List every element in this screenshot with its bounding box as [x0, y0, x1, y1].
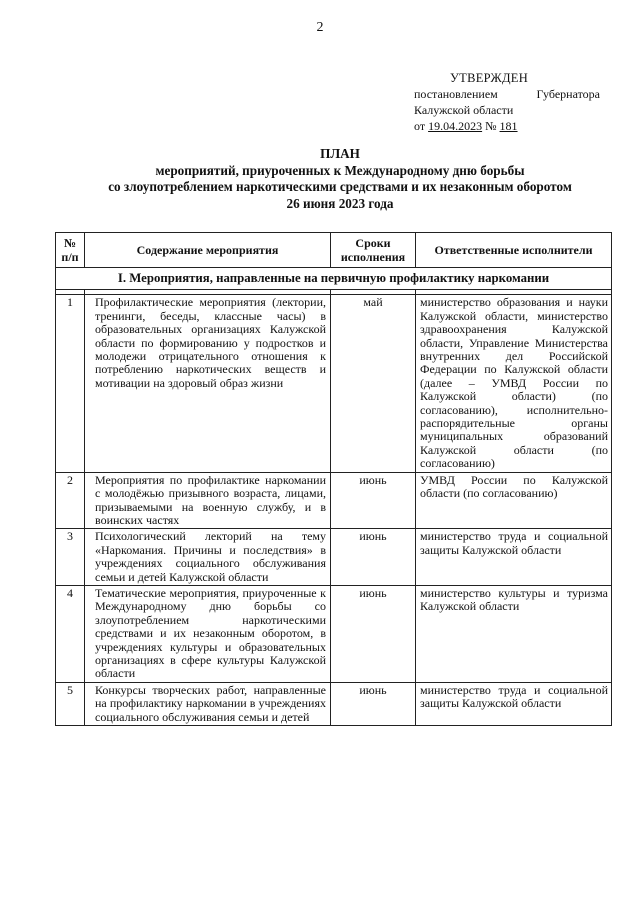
row-term: июнь: [331, 682, 416, 725]
row-num: 5: [56, 682, 85, 725]
approval-region: Калужской области: [414, 103, 514, 117]
approval-number: 181: [499, 119, 518, 133]
header-term: Сроки исполнения: [331, 233, 416, 268]
table-row: [56, 585, 612, 682]
row-responsible: министерство культуры и туризма Калужской области: [416, 585, 612, 682]
row-responsible: министерство труда и социальной защиты Калужской области: [416, 682, 612, 725]
table-row: [56, 472, 612, 529]
row-term: июнь: [331, 472, 416, 529]
row-term: май: [331, 295, 416, 472]
row-num: 2: [56, 472, 85, 529]
approval-date: 19.04.2023: [428, 119, 483, 133]
section-row: [56, 268, 612, 290]
row-content: Конкурсы творческих работ, направленные на профилактику наркомании в учреждениях социального обслуживания семьи и детей: [85, 682, 331, 725]
row-content: Тематические мероприятия, приуроченные к Международному дню борьбы со злоупотреблением наркотическими средствами и их незаконным оборотом, в учреждениях культуры и образовательных организациях в сфере культуры Калужской области: [85, 585, 331, 682]
row-content: Профилактические мероприятия (лектории, тренинги, беседы, классные часы) в образовательных организациях Калужской области по формированию у подростков и молодежи отрицательного отношения к потреблению наркотических веществ и мотивации на здоровый образ жизни: [85, 295, 331, 472]
row-responsible: министерство труда и социальной защиты Калужской области: [416, 529, 612, 586]
events-table: [55, 232, 612, 726]
plan-line-2: со злоупотреблением наркотическими средствами и их незаконным оборотом: [108, 179, 572, 194]
row-num: 4: [56, 585, 85, 682]
approval-by-who: Губернатора: [536, 87, 600, 101]
plan-line-1: мероприятий, приуроченных к Международному дню борьбы: [155, 162, 525, 178]
plan-date: 26 июня 2023 года: [286, 195, 394, 211]
row-responsible: УМВД России по Калужской области (по согласованию): [416, 472, 612, 529]
section-title: I. Мероприятия, направленные на первичную профилактику наркомании: [56, 268, 612, 290]
approval-by-word: постановлением: [414, 87, 498, 101]
header-content-label: Содержание мероприятия: [136, 243, 279, 257]
header-responsible: Ответственные исполнители: [416, 233, 612, 268]
table-header-row: [56, 233, 612, 268]
header-num: № п/п: [56, 233, 85, 268]
row-content: Психологический лекторий на тему «Наркомания. Причины и последствия» в учреждениях социального обслуживания семьи и детей Калужской области: [85, 529, 331, 586]
page-number: 2: [316, 20, 324, 35]
approval-by-line: [414, 86, 600, 102]
approval-title: УТВЕРЖДЕН: [450, 71, 529, 85]
row-term: июнь: [331, 529, 416, 586]
plan-title: ПЛАН: [320, 146, 360, 161]
table-row: [56, 682, 612, 725]
row-responsible: министерство образования и науки Калужской области, министерство здравоохранения Калужской области, Управление Министерства внутренних дел Российской Федерации по Калужской области (далее – УМВД России по Калужской области) (по согласованию), исполнительно-распорядительные органы муниципальных образований Калужской области (по согласованию): [416, 295, 612, 472]
table-row: [56, 295, 612, 472]
row-num: 3: [56, 529, 85, 586]
table-row: [56, 529, 612, 586]
approval-from-label: от: [414, 119, 426, 133]
row-num: 1: [56, 295, 85, 472]
plan-heading: [40, 146, 640, 212]
row-term: июнь: [331, 585, 416, 682]
approval-number-label: №: [485, 119, 497, 133]
approval-date-line: [414, 118, 600, 134]
approval-block: [414, 70, 600, 134]
row-content: Мероприятия по профилактике наркомании с молодёжью призывного возраста, лицами, призываемыми на военную службу, и в воинских частях: [85, 472, 331, 529]
header-content: [85, 233, 331, 268]
